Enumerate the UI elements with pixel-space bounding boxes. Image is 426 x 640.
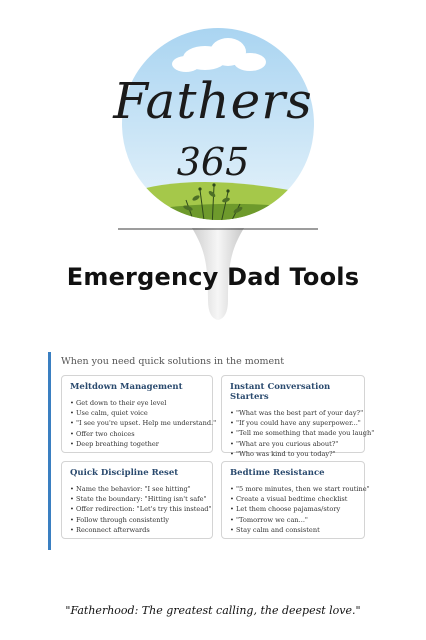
list-item: • Deep breathing together (70, 439, 204, 449)
card-list (230, 408, 375, 459)
list-item: • State the boundary: "Hitting isn't safe" (70, 494, 204, 504)
list-item: • Offer redirection: "Let's try this instead" (70, 504, 204, 514)
footer-quote: "Fatherhood: The greatest calling, the deepest love." (65, 604, 361, 617)
list-item: • "Who was kind to you today?" (230, 449, 356, 459)
list-item: • Get down to their eye level (70, 398, 204, 408)
card-heading: Meltdown Management (70, 382, 183, 392)
card-list (70, 398, 217, 449)
list-item: • "If you could have any superpower..." (230, 418, 356, 428)
logo-title: Fathers (113, 72, 313, 130)
card-heading: Bedtime Resistance (230, 468, 325, 478)
list-item: • "5 more minutes, then we start routine" (230, 484, 356, 494)
card-conversation-starters (221, 375, 375, 458)
card-bedtime-resistance (221, 461, 370, 539)
list-item: • "I see you're upset. Help me understand." (70, 418, 204, 428)
card-discipline-reset (61, 461, 213, 539)
card-list (70, 484, 212, 535)
list-item: • "Tomorrow we can..." (230, 515, 356, 525)
list-item: • Stay calm and consistent (230, 525, 356, 535)
card-list (230, 484, 370, 535)
list-item: • Use calm, quiet voice (70, 408, 204, 418)
list-item: • "What are you curious about?" (230, 439, 356, 449)
list-item: • Create a visual bedtime checklist (230, 494, 356, 504)
list-item: • Offer two choices (70, 429, 204, 439)
card-heading: Quick Discipline Reset (70, 468, 179, 478)
list-item: • "What was the best part of your day?" (230, 408, 356, 418)
list-item: • Name the behavior: "I see hitting" (70, 484, 204, 494)
card-heading: Instant Conversation Starters (230, 382, 331, 402)
list-item: • Reconnect afterwards (70, 525, 204, 535)
intro-text: When you need quick solutions in the moment (61, 356, 285, 367)
logo-number: 365 (176, 140, 250, 184)
document-title: Emergency Dad Tools (66, 263, 360, 291)
list-item: • "Tell me something that made you laugh" (230, 428, 356, 438)
list-item: • Follow through consistently (70, 515, 204, 525)
tools-grid (61, 375, 375, 539)
list-item: • Let them choose pajamas/story (230, 504, 356, 514)
tools-section (48, 352, 375, 550)
card-meltdown-management (61, 375, 217, 453)
